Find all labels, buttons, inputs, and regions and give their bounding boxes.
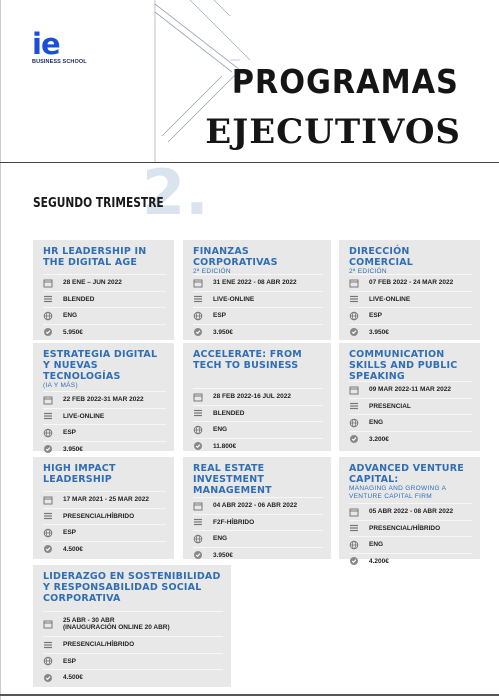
- list-icon: [349, 401, 359, 411]
- program-format: BLENDED: [63, 295, 95, 303]
- program-format-row: [43, 408, 166, 425]
- program-format-row: [349, 520, 472, 537]
- program-price-row: [43, 541, 166, 558]
- program-language: ENG: [213, 426, 228, 434]
- list-icon: [43, 640, 53, 650]
- list-icon: [43, 411, 53, 421]
- program-date-row: [193, 274, 323, 291]
- program-language-row: [43, 424, 166, 441]
- program-format-row: [193, 405, 323, 422]
- program-title: REAL ESTATE INVESTMENT MANAGEMENT: [193, 463, 272, 496]
- program-price-row: [193, 547, 323, 564]
- program-format-row: [193, 291, 323, 308]
- globe-icon: [349, 540, 359, 550]
- program-format: PRESENCIAL/HÍBRIDO: [63, 512, 135, 520]
- program-title: ADVANCED VENTURE CAPITAL:: [349, 463, 464, 485]
- program-format-row: [349, 291, 472, 308]
- program-format: LIVE-ONLINE: [213, 295, 255, 303]
- program-format: PRESENCIAL/HÍBRIDO: [369, 524, 441, 532]
- list-icon: [193, 408, 203, 418]
- title-line-1: PROGRAMAS: [231, 62, 459, 101]
- globe-icon: [43, 528, 53, 538]
- program-language: ESP: [63, 529, 77, 537]
- program-title: COMMUNICATION SKILLS AND PUBLIC SPEAKING: [349, 349, 458, 382]
- program-date: 04 ABR 2022 - 06 ABR 2022: [213, 502, 298, 510]
- program-date-row: [193, 497, 323, 514]
- tag-icon: [43, 544, 53, 554]
- program-date: 09 MAR 2022-11 MAR 2022: [369, 386, 452, 394]
- program-format: LIVE-ONLINE: [369, 295, 411, 303]
- logo-subtitle: BUSINESS SCHOOL: [32, 59, 87, 65]
- calendar-icon: [349, 507, 359, 517]
- globe-icon: [193, 534, 203, 544]
- program-format: F2F-HÍBRIDO: [213, 518, 255, 526]
- program-price-row: [349, 324, 472, 341]
- tag-icon: [43, 673, 53, 683]
- program-language-row: [193, 307, 323, 324]
- program-format: BLENDED: [213, 409, 245, 417]
- tag-icon: [43, 327, 53, 337]
- program-language: ESP: [63, 657, 77, 665]
- program-date-row: [193, 388, 323, 405]
- globe-icon: [43, 428, 53, 438]
- program-price-row: [43, 324, 166, 341]
- program-format-row: [43, 508, 166, 525]
- footer-divider: [0, 694, 499, 696]
- header-divider: [0, 162, 499, 163]
- program-price: 4.200€: [369, 557, 389, 565]
- program-language: ESP: [369, 312, 383, 320]
- program-card: [183, 457, 331, 559]
- calendar-icon: [193, 278, 203, 288]
- program-price: 3.950€: [369, 328, 389, 336]
- tag-icon: [349, 327, 359, 337]
- program-price-row: [43, 669, 223, 686]
- program-date: 22 FEB 2022-31 MAR 2022: [63, 396, 144, 404]
- tag-icon: [349, 556, 359, 566]
- list-icon: [43, 511, 53, 521]
- list-icon: [43, 294, 53, 304]
- tag-icon: [193, 327, 203, 337]
- program-price-row: [43, 441, 166, 458]
- calendar-icon: [349, 385, 359, 395]
- section-number: 2.: [142, 156, 209, 229]
- program-subtitle: (IA Y MÁS): [43, 382, 78, 389]
- program-language: ENG: [369, 541, 384, 549]
- program-date: 07 FEB 2022 - 24 MAR 2022: [369, 279, 454, 287]
- globe-icon: [193, 425, 203, 435]
- program-title: LIDERAZGO EN SOSTENIBILIDAD Y RESPONSABILIDAD SOCIAL CORPORATIVA: [43, 571, 221, 604]
- program-subtitle: MANAGING AND GROWING A VENTURE CAPITAL FIRM: [349, 485, 446, 500]
- program-title: HR LEADERSHIP IN THE DIGITAL AGE: [43, 246, 147, 268]
- program-price: 3.200€: [369, 435, 389, 443]
- program-language-row: [349, 536, 472, 553]
- program-date-row: [349, 274, 472, 291]
- program-format-row: [43, 291, 166, 308]
- program-format: LIVE-ONLINE: [63, 412, 105, 420]
- program-card: [183, 240, 331, 340]
- tag-icon: [349, 434, 359, 444]
- program-price: 3.950€: [63, 445, 83, 453]
- calendar-icon: [43, 395, 53, 405]
- program-title: FINANZAS CORPORATIVAS: [193, 246, 278, 268]
- program-card: [33, 343, 174, 451]
- program-date-range: 25 ABR - 30 ABR: [63, 617, 115, 624]
- program-card: [339, 343, 480, 451]
- ie-business-school-logo: [32, 27, 87, 65]
- list-icon: [193, 517, 203, 527]
- program-date: 31 ENE 2022 - 08 ABR 2022: [213, 279, 297, 287]
- calendar-icon: [193, 392, 203, 402]
- list-icon: [193, 294, 203, 304]
- program-language-row: [43, 524, 166, 541]
- program-price: 3.950€: [213, 328, 233, 336]
- program-language-row: [349, 414, 472, 431]
- program-language-row: [43, 653, 223, 670]
- program-price-row: [193, 324, 323, 341]
- tag-icon: [43, 444, 53, 454]
- program-format: PRESENCIAL: [369, 402, 411, 410]
- logo-mark: ie: [32, 27, 60, 61]
- list-icon: [349, 523, 359, 533]
- program-language: ENG: [213, 535, 228, 543]
- program-card: [33, 240, 174, 340]
- program-format-row: [193, 514, 323, 531]
- program-language-row: [349, 307, 472, 324]
- program-format-row: [349, 398, 472, 415]
- calendar-icon: [43, 619, 53, 629]
- calendar-icon: [43, 495, 53, 505]
- program-subtitle: 2ª EDICIÓN: [349, 268, 387, 275]
- program-date: [63, 617, 170, 631]
- program-price: 5.950€: [63, 328, 83, 336]
- globe-icon: [43, 656, 53, 666]
- title-line-2: EJECUTIVOS: [205, 112, 461, 152]
- program-price-row: [349, 431, 472, 448]
- calendar-icon: [193, 501, 203, 511]
- program-title: ACCELERATE: FROM TECH TO BUSINESS: [193, 349, 302, 371]
- program-price: 4.500€: [63, 674, 83, 682]
- program-card: [183, 343, 331, 451]
- program-card: [33, 457, 174, 559]
- program-price-row: [349, 553, 472, 570]
- calendar-icon: [349, 278, 359, 288]
- program-language: ENG: [369, 419, 384, 427]
- program-language-row: [43, 307, 166, 324]
- program-title: DIRECCIÓN COMERCIAL: [349, 246, 414, 268]
- program-language-row: [193, 530, 323, 547]
- program-date: 17 MAR 2021 - 25 MAR 2022: [63, 496, 149, 504]
- program-date: 05 ABR 2022 - 08 ABR 2022: [369, 508, 454, 516]
- tag-icon: [193, 441, 203, 451]
- program-language: ESP: [63, 429, 77, 437]
- program-language: ENG: [63, 312, 78, 320]
- program-date-row: [43, 391, 166, 408]
- program-card: [339, 240, 480, 340]
- program-title: HIGH IMPACT LEADERSHIP: [43, 463, 116, 485]
- program-format: PRESENCIAL/HÍBRIDO: [63, 641, 135, 649]
- program-date-row: [43, 491, 166, 508]
- program-price-row: [193, 438, 323, 455]
- program-date-note: (INAUGURACIÓN ONLINE 20 ABR): [63, 624, 170, 631]
- program-date-row: [349, 503, 472, 520]
- program-date: 28 FEB 2022-16 JUL 2022: [213, 393, 291, 401]
- program-card: [33, 565, 231, 687]
- section-title: SEGUNDO TRIMESTRE: [33, 196, 164, 211]
- globe-icon: [349, 311, 359, 321]
- globe-icon: [43, 311, 53, 321]
- program-price: 11.800€: [213, 442, 237, 450]
- program-title: ESTRATEGIA DIGITAL Y NUEVAS TECNOLOGÍAS: [43, 349, 158, 382]
- program-date-row: [43, 611, 223, 636]
- program-price: 3.950€: [213, 551, 233, 559]
- program-format-row: [43, 636, 223, 653]
- globe-icon: [349, 418, 359, 428]
- list-icon: [349, 294, 359, 304]
- globe-icon: [193, 311, 203, 321]
- program-language: ESP: [213, 312, 227, 320]
- calendar-icon: [43, 278, 53, 288]
- program-card: [339, 457, 480, 565]
- tag-icon: [193, 550, 203, 560]
- program-date-row: [349, 381, 472, 398]
- program-date-row: [43, 274, 166, 291]
- program-subtitle: 2ª EDICIÓN: [193, 268, 231, 275]
- program-language-row: [193, 421, 323, 438]
- program-date: 28 ENE – JUN 2022: [63, 279, 122, 287]
- program-price: 4.500€: [63, 545, 83, 553]
